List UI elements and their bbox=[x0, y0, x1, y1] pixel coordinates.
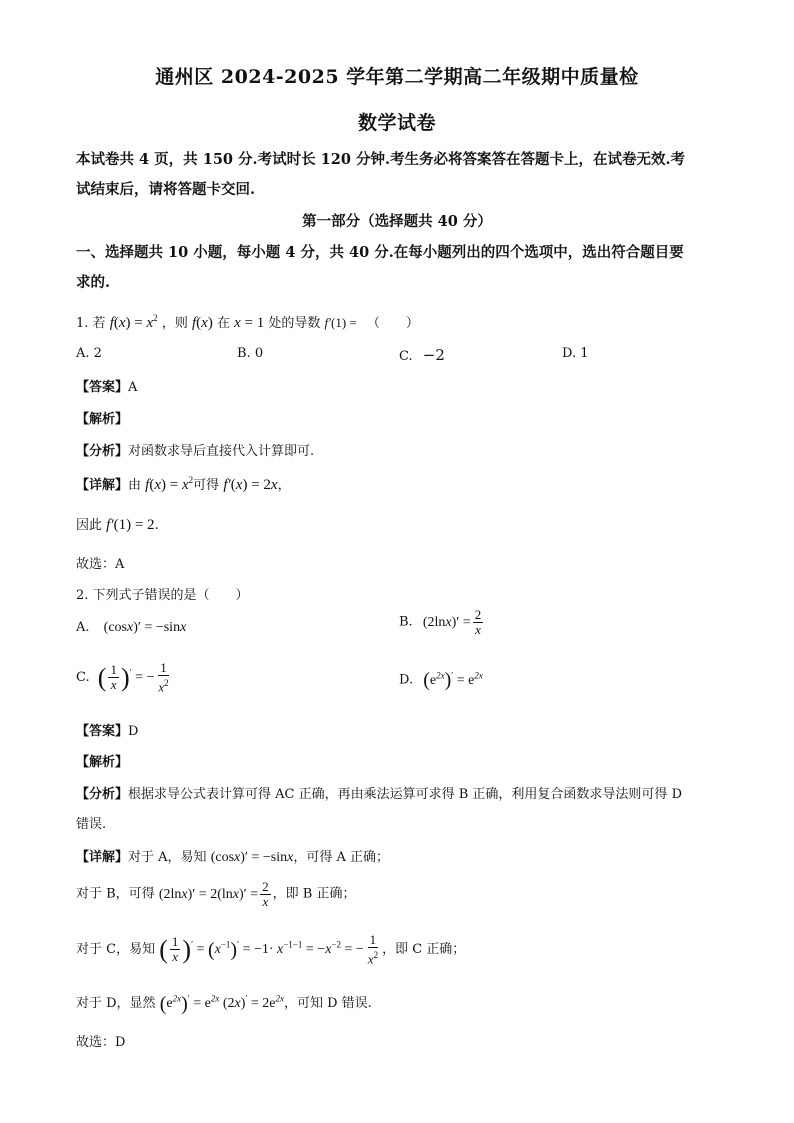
q2-detail-d-expr: $(e^{2x})' = e^{2x}$ $(2x)' = 2e^{2x}$ bbox=[159, 992, 284, 1015]
q2-detail-c-suffix: ，即 C 正确； bbox=[382, 941, 466, 957]
q2-detail-c-expr: ( $\frac{1}{x}$ )$' = (x^{-1})' = -1\cdot x^{-1-1} = -x^{-2}$ = − $\frac{1}{x^2}$ bbox=[159, 932, 379, 967]
q2-fenxi-line-1: 根据求导公式表计算可得 AC 正确，再由乘法运算可求得 B 正确，利用复合函数求导法则可得 D bbox=[128, 787, 682, 802]
q1-at: 在 bbox=[216, 316, 230, 331]
q2-detail-b-prefix: 对于 B，可得 bbox=[76, 886, 155, 902]
q1-therefore-end: . bbox=[154, 518, 159, 533]
q1-then: ，则 bbox=[161, 316, 188, 331]
q2-option-a-expr: (cosx)′ = −sinx bbox=[103, 620, 187, 635]
q2-option-d-expr: $(e^{2x})' = e^{2x}$ bbox=[423, 669, 483, 692]
q1-derivative-symbol: f′(1) = bbox=[324, 315, 357, 330]
q1-detail-mid: 可得 bbox=[193, 478, 220, 493]
q2-detail-a bbox=[76, 846, 389, 866]
q2-fenxi-line-2: 错误. bbox=[76, 817, 107, 832]
q2-fenxi-label: 【分析】 bbox=[76, 787, 129, 802]
q1-detail-derivative: f′(x) = 2x bbox=[223, 477, 278, 493]
q1-option-c bbox=[399, 346, 445, 364]
q1-function-name: f(x) bbox=[191, 315, 213, 331]
q1-option-c-label: C. bbox=[399, 349, 413, 364]
q2-fenxi bbox=[76, 783, 682, 802]
q1-derivative-label: 处的导数 bbox=[268, 316, 321, 331]
part-heading: 第一部分（选择题共 40 分） bbox=[302, 213, 492, 230]
section-instruction-2: 求的. bbox=[76, 274, 111, 291]
q2-detail-d bbox=[76, 992, 372, 1014]
q2-detail-a-prefix: 对于 A，易知 bbox=[128, 850, 207, 865]
q1-analysis-label: 【解析】 bbox=[76, 412, 129, 427]
q1-blank: （ ） bbox=[366, 316, 419, 331]
q1-detail-label: 【详解】 bbox=[76, 478, 129, 493]
q2-option-a-label: A. bbox=[76, 620, 90, 635]
q2-option-c-expr: ( $\frac{1}{x}$ )′ = − $\frac{1}{x^2}$ bbox=[97, 660, 169, 695]
q1-detail-prefix: 由 bbox=[128, 478, 142, 493]
q1-answer bbox=[76, 376, 137, 395]
q2-option-b-expr: (2lnx)′ = $\frac{2}{x}$ bbox=[422, 607, 482, 637]
q1-option-d: D. 1 bbox=[562, 346, 589, 361]
q1-choose: 故选：A bbox=[76, 557, 125, 572]
q1-point: x = 1 bbox=[234, 315, 265, 331]
section-instruction-1: 一、选择题共 10 小题，每小题 4 分，共 40 分.在每小题列出的四个选项中，选出符合题目要 bbox=[76, 244, 684, 261]
page-subtitle: 数学试卷 bbox=[357, 112, 436, 134]
intro-line-1: 本试卷共 4 页，共 150 分.考试时长 120 分钟.考生务必将答案答在答题卡上，在试卷无效.考 bbox=[76, 151, 686, 168]
q2-detail-b-expr: (2lnx)′ = 2(lnx)′ = $\frac{2}{x}$ bbox=[158, 879, 269, 909]
q2-detail-c-prefix: 对于 C，易知 bbox=[76, 941, 156, 957]
q2-detail-d-prefix: 对于 D，显然 bbox=[76, 996, 156, 1011]
q2-detail-b-suffix: ，即 B 正确； bbox=[272, 886, 356, 902]
q2-detail-a-suffix: ，可得 A 正确； bbox=[293, 850, 389, 865]
q2-detail-a-expr: (cosx)′ = −sinx bbox=[210, 850, 294, 865]
q1-fenxi-text: 对函数求导后直接代入计算即可. bbox=[128, 444, 315, 459]
q1-detail bbox=[76, 474, 291, 494]
q2-option-c-label: C. bbox=[76, 669, 90, 685]
q2-answer-value: D bbox=[128, 724, 139, 739]
q2-option-a bbox=[76, 620, 186, 636]
intro-line-2: 试结束后，请将答题卡交回. bbox=[76, 181, 256, 198]
q2-detail-b bbox=[76, 880, 355, 909]
page-title: 通州区 2024-2025 学年第二学期高二年级期中质量检 bbox=[155, 66, 639, 88]
q2-option-b-label: B. bbox=[399, 614, 413, 630]
q1-detail-function: $f(x) = x^2$ bbox=[145, 475, 194, 493]
q1-detail-end: ， bbox=[277, 478, 291, 493]
q2-answer bbox=[76, 720, 138, 739]
q1-answer-label: 【答案】 bbox=[76, 380, 129, 395]
q1-fenxi bbox=[76, 440, 314, 459]
q2-option-c bbox=[76, 661, 173, 694]
q1-option-b: B. 0 bbox=[237, 346, 264, 361]
q2-option-d bbox=[399, 670, 483, 690]
question-1-stem bbox=[76, 312, 419, 332]
q2-answer-label: 【答案】 bbox=[76, 724, 129, 739]
question-2-stem: 2. 下列式子错误的是（ ） bbox=[76, 588, 249, 603]
q1-answer-value: A bbox=[128, 380, 138, 395]
q2-option-b bbox=[399, 608, 485, 637]
q2-analysis-label: 【解析】 bbox=[76, 755, 129, 770]
q1-therefore bbox=[76, 514, 159, 534]
q2-detail-c bbox=[76, 933, 465, 966]
q2-detail-d-suffix: ，可知 D 错误. bbox=[283, 996, 372, 1011]
q1-therefore-label: 因此 bbox=[76, 518, 103, 533]
q1-fenxi-label: 【分析】 bbox=[76, 444, 129, 459]
q1-option-c-value: −2 bbox=[422, 346, 445, 364]
q2-option-d-label: D. bbox=[399, 672, 414, 688]
q1-function-expression: $f(x) = x^2$ bbox=[109, 313, 158, 331]
q2-detail-label: 【详解】 bbox=[76, 850, 129, 865]
q1-option-a: A. 2 bbox=[76, 346, 102, 361]
q1-therefore-expr: f′(1) = 2 bbox=[106, 517, 155, 533]
q2-choose: 故选：D bbox=[76, 1035, 126, 1050]
q1-prefix: 1. 若 bbox=[76, 316, 106, 331]
